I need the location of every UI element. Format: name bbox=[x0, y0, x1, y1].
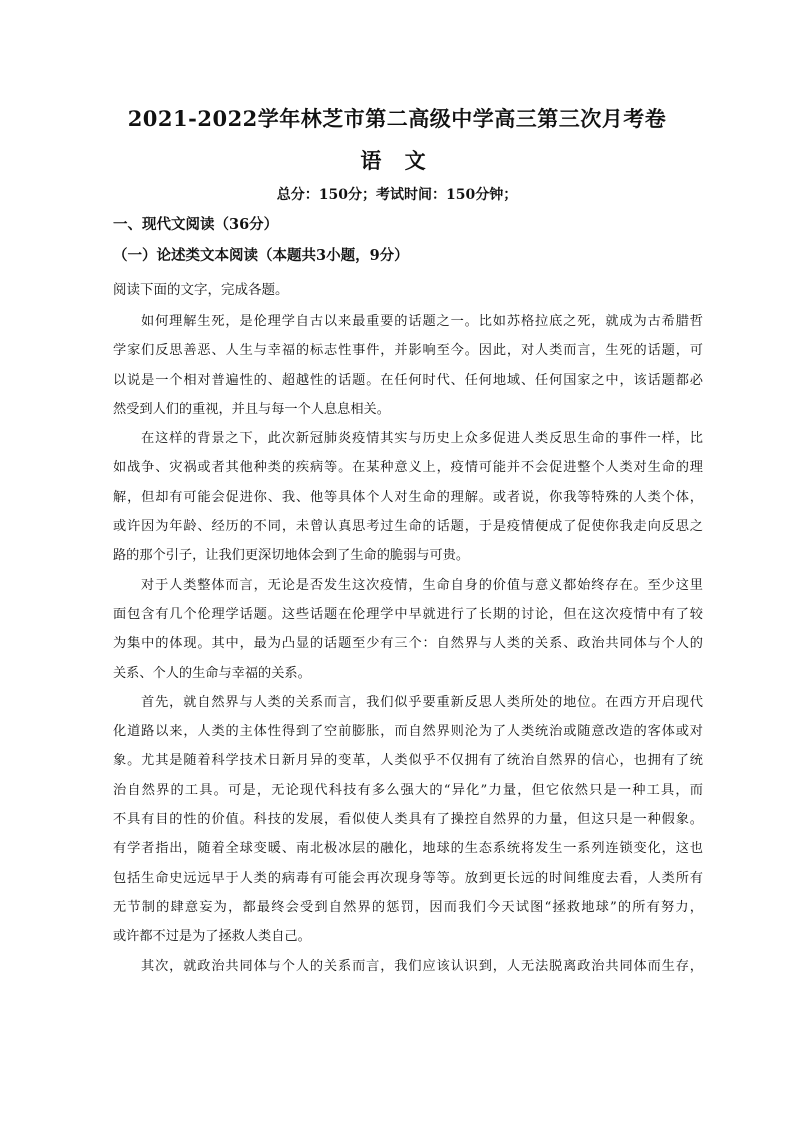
text-line: 对于人类整体而言，无论是否发生这次疫情，生命自身的价值与意义都始终存在。至少这里 bbox=[141, 577, 703, 593]
text-line: 解，但却有可能会促进你、我、他等具体个人对生命的理解。或者说，你我等特殊的人类个体， bbox=[113, 489, 703, 505]
reading-instruction: 阅读下面的文字，完成各题。 bbox=[113, 282, 289, 298]
text-line: 在这样的背景之下，此次新冠肺炎疫情其实与历史上众多促进人类反思生命的事件一样，比 bbox=[141, 431, 703, 447]
text-line: 象。尤其是随着科学技术日新月异的变革，人类似乎不仅拥有了统治自然界的信心，也拥有了统 bbox=[113, 753, 703, 769]
paragraph-5 bbox=[113, 952, 703, 981]
paragraph-3 bbox=[113, 571, 703, 688]
text-line: 其次，就政治共同体与个人的关系而言，我们应该认识到，人无法脱离政治共同体而生存， bbox=[141, 958, 703, 974]
paragraph-4 bbox=[113, 688, 703, 952]
subsection-heading: （一）论述类文本阅读（本题共3小题，9分） bbox=[113, 247, 409, 264]
reading-article bbox=[113, 307, 703, 981]
text-line: 以说是一个相对普遍性的、超越性的话题。在任何时代、任何地域、任何国家之中，该话题都必 bbox=[113, 372, 703, 388]
paragraph-1 bbox=[113, 307, 703, 424]
exam-subject: 语 文 bbox=[360, 148, 434, 173]
text-line: 如何理解生死，是伦理学自古以来最重要的话题之一。比如苏格拉底之死，就成为古希腊哲 bbox=[141, 314, 703, 329]
text-line: 然受到人们的重视，并且与每一个人息息相关。 bbox=[113, 401, 390, 417]
paragraph-2 bbox=[113, 424, 703, 570]
text-line: 包括生命史远远早于人类的病毒有可能会再次现身等等。放到更长远的时间维度去看，人类所有 bbox=[113, 870, 703, 886]
text-line: 或许都不过是为了拯救人类自己。 bbox=[113, 929, 311, 945]
text-line: 不具有目的性的价值。科技的发展，看似使人类具有了操控自然界的力量，但这只是一种假象。 bbox=[113, 812, 703, 828]
text-line: 关系、个人的生命与幸福的关系。 bbox=[113, 665, 311, 681]
text-line: 化道路以来，人类的主体性得到了空前膨胀，而自然界则沦为了人类统治或随意改造的客体或对 bbox=[113, 724, 703, 740]
text-line: 有学者指出，随着全球变暖、南北极冰层的融化，地球的生态系统将发生一系列连锁变化，这也 bbox=[113, 841, 703, 857]
exam-title: 2021-2022学年林芝市第二高级中学高三第三次月考卷 bbox=[127, 106, 667, 131]
text-line: 为集中的体现。其中，最为凸显的话题至少有三个：自然界与人类的关系、政治共同体与个人的 bbox=[113, 636, 703, 652]
text-line: 面包含有几个伦理学话题。这些话题在伦理学中早就进行了长期的讨论，但在这次疫情中有了较 bbox=[113, 606, 703, 622]
text-line: 无节制的肆意妄为，都最终会受到自然界的惩罚，因而我们今天试图“拯救地球”的所有努力， bbox=[113, 899, 703, 915]
text-line: 治自然界的工具。可是，无论现代科技有多么强大的“异化”力量，但它依然只是一种工具，而 bbox=[113, 782, 703, 798]
text-line: 首先，就自然界与人类的关系而言，我们似乎要重新反思人类所处的地位。在西方开启现代 bbox=[141, 694, 703, 710]
text-line: 如战争、灾祸或者其他种类的疾病等。在某种意义上，疫情可能并不会促进整个人类对生命的理 bbox=[113, 460, 703, 476]
section-heading: 一、现代文阅读（36分） bbox=[113, 216, 279, 233]
exam-info: 总分：150分；考试时间：150分钟； bbox=[276, 187, 518, 203]
text-line: 或许因为年龄、经历的不同，未曾认真思考过生命的话题，于是疫情便成了促使你我走向反思之 bbox=[113, 519, 703, 535]
text-line: 路的那个引子，让我们更深切地体会到了生命的脆弱与可贵。 bbox=[113, 548, 470, 564]
text-line: 学家们反思善恶、人生与幸福的标志性事件，并影响至今。因此，对人类而言，生死的话题，可 bbox=[113, 343, 703, 359]
